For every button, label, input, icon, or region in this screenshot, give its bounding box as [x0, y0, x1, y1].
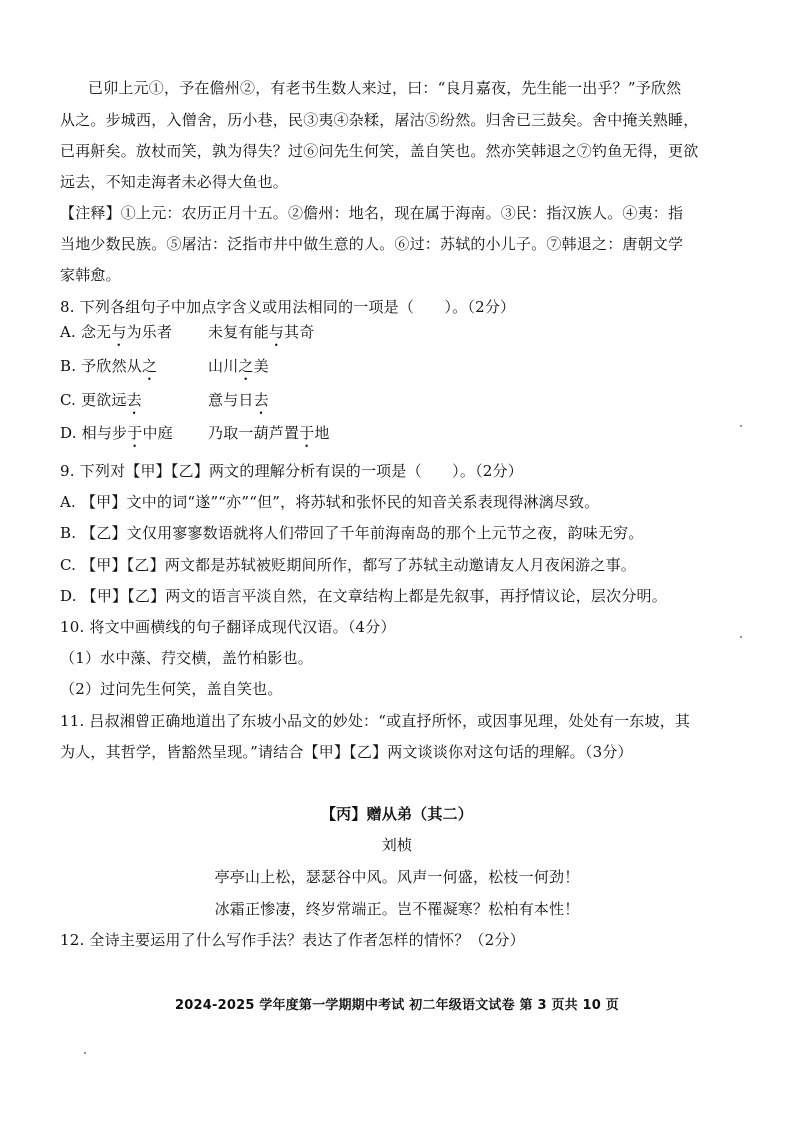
scan-speck: [740, 636, 742, 638]
passage-line-3: 已再鼾矣。放杖而笑，孰为得失？过⑥问先生何笑，盖自笑也。然亦笑韩退之⑦钓鱼无得，更欲: [60, 142, 699, 160]
q10-sentence-1: （1）水中藻、荇交横，盖竹柏影也。: [60, 649, 313, 667]
q9-option-a: A. 【甲】文中的词“遂”“亦”“但”，将苏轼和张怀民的知音关系表现得淋漓尽致。: [60, 493, 600, 511]
q8-option-d-right: 乃取一葫芦置于地: [208, 424, 330, 442]
q8-option-b: [60, 356, 157, 384]
q8-option-b-right: 山川之美: [208, 357, 269, 375]
dotted-char: 与: [268, 323, 285, 341]
poem-line-2: 冰霜正惨凄，终岁常端正。岂不罹凝寒？松柏有本性！: [214, 900, 580, 918]
q10-sentence-2: （2）过问先生何笑，盖自笑也。: [60, 680, 283, 698]
q9-option-b: B. 【乙】文仅用寥寥数语就将人们带回了千年前海南岛的那个上元节之夜，韵味无穷。: [60, 524, 644, 542]
scan-speck: [740, 425, 742, 427]
q9-option-c: C. 【甲】【乙】两文都是苏轼被贬期间所作，都写了苏轼主动邀请友人月夜闲游之事。: [60, 556, 636, 574]
passage-line-1: 已卯上元①，予在儋州②，有老书生数人来过，曰：“良月嘉夜，先生能一出乎？”予欣然: [88, 79, 682, 97]
q8-option-a-right: 未复有能与其奇: [208, 323, 315, 341]
dotted-char: 去: [253, 391, 269, 409]
q11-line-1: 11. 吕叔湘曾正确地道出了东坡小品文的妙处：“或直抒所怀，或因事见理，处处有一东坡，其: [60, 712, 691, 730]
dotted-char: 与: [111, 323, 127, 341]
option-label: C.: [60, 391, 82, 409]
poem-author: 刘桢: [381, 836, 413, 854]
notes-line-3: 家韩愈。: [60, 266, 121, 284]
option-left-text: 念无与为乐者: [80, 323, 173, 341]
option-label: A.: [60, 323, 81, 341]
q9-option-d: D. 【甲】【乙】两文的语言平淡自然，在文章结构上都是先叙事，再抒情议论，层次分明。: [60, 587, 667, 605]
q8-option-a: [60, 322, 172, 350]
dotted-char: 于: [299, 424, 315, 442]
q12-stem: 12. 全诗主要运用了什么写作手法？表达了作者怎样的情怀？（2分）: [60, 931, 525, 949]
q8-option-c: [60, 390, 142, 418]
option-left-text: 予欣然从之: [81, 357, 158, 375]
option-label: D.: [60, 424, 82, 442]
dotted-char: 去: [126, 391, 142, 409]
option-left-text: 相与步于中庭: [81, 424, 173, 442]
q8-option-d: [60, 423, 173, 451]
q8-stem: 8. 下列各组句子中加点字含义或用法相同的一项是（ ）。（2分）: [60, 298, 516, 316]
page-footer: 2024-2025 学年度第一学期期中考试 初二年级语文试卷 第 3 页共 10 页: [175, 998, 619, 1013]
dotted-char: 之: [141, 357, 158, 375]
option-label: B.: [60, 357, 82, 375]
notes-line-1: 【注释】①上元：农历正月十五。②儋州：地名，现在属于海南。③民：指汉族人。④夷：指: [60, 204, 684, 222]
dotted-char: 之: [238, 357, 254, 375]
dotted-char: 于: [127, 424, 143, 442]
q10-stem: 10. 将文中画横线的句子翻译成现代汉语。（4分）: [60, 618, 396, 636]
passage-line-2: 从之。步城西，入僧舍，历小巷，民③夷④杂糅，屠沽⑤纷然。归舍已三鼓矣。舍中掩关熟睡，: [60, 111, 699, 129]
scan-speck: [84, 1052, 86, 1054]
passage-line-4: 远去，不知走海者未必得大鱼也。: [60, 173, 289, 191]
poem-line-1: 亭亭山上松，瑟瑟谷中风。风声一何盛，松枝一何劲！: [214, 868, 580, 886]
option-left-text: 更欲远去: [81, 391, 142, 409]
q9-stem: 9. 下列对【甲】【乙】两文的理解分析有误的一项是（ ）。（2分）: [60, 462, 523, 480]
poem-title: 【丙】赠从弟（其二）: [320, 805, 473, 823]
q11-line-2: 为人，其哲学，皆豁然呈现。”请结合【甲】【乙】两文谈谈你对这句话的理解。（3分）: [60, 743, 633, 761]
q8-option-c-right: 意与日去: [208, 391, 269, 409]
notes-line-2: 当地少数民族。⑤屠沽：泛指市井中做生意的人。⑥过：苏轼的小儿子。⑦韩退之：唐朝文学: [60, 235, 684, 253]
